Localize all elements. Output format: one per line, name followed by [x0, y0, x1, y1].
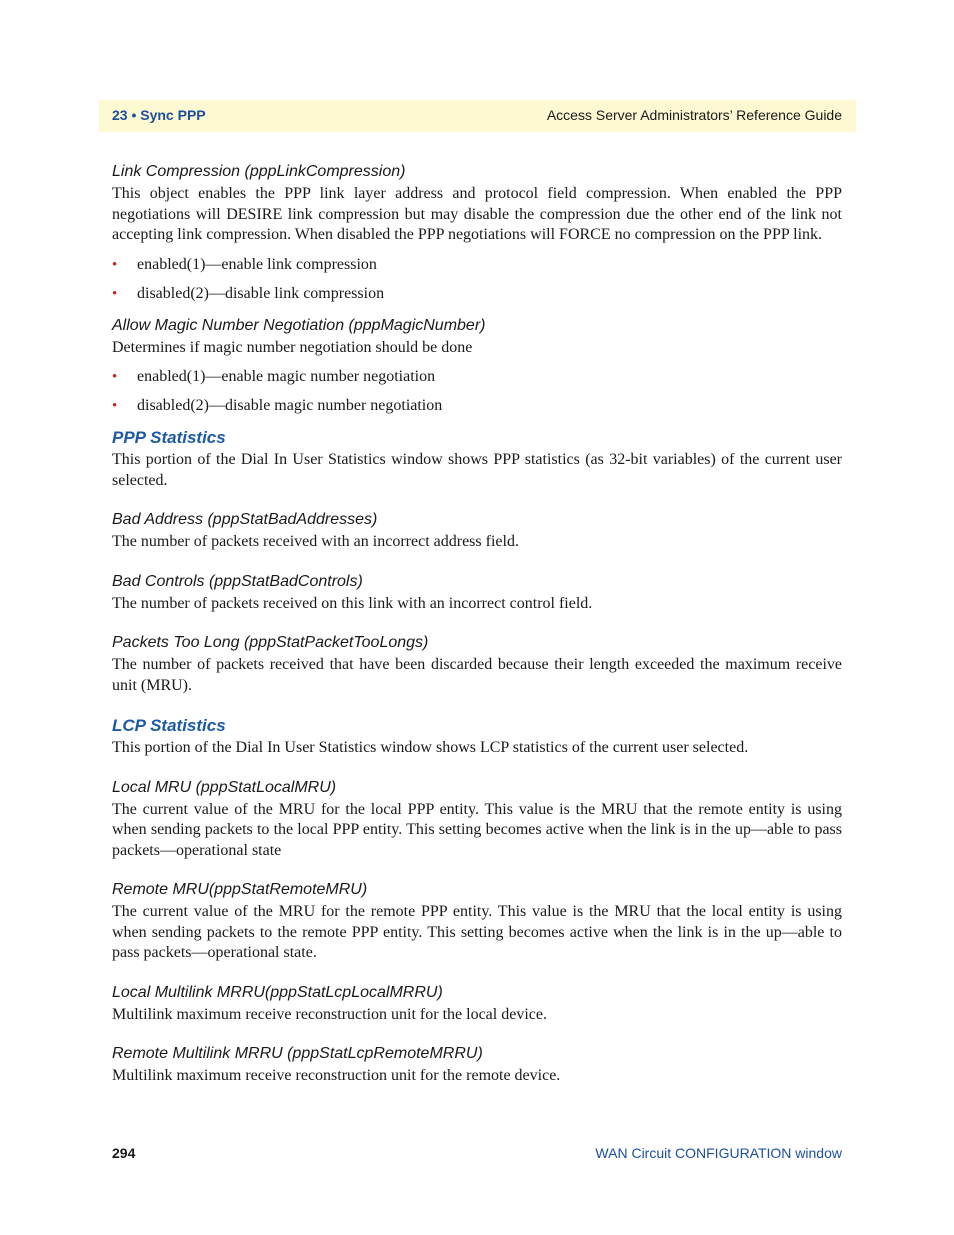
paragraph-local-mrru: Multilink maximum receive reconstruction unit for the local device.	[112, 1005, 547, 1023]
section-remote-mru	[112, 880, 842, 964]
bullet-icon: •	[112, 256, 118, 273]
heading-ppp-statistics: PPP Statistics	[112, 428, 226, 447]
paragraph-magic-number: Determines if magic number negotiation should be done	[112, 338, 473, 356]
list-item-text: disabled(2)—disable link compression	[137, 284, 385, 302]
heading-lcp-statistics: LCP Statistics	[112, 716, 226, 735]
subheading-packets-too-long: Packets Too Long (pppStatPacketTooLongs)	[112, 634, 429, 651]
subheading-magic-number: Allow Magic Number Negotiation (pppMagicNumber)	[112, 316, 486, 334]
footer-section-title: WAN Circuit CONFIGURATION window	[595, 1145, 842, 1161]
list-item	[112, 367, 842, 387]
subheading-bad-controls: Bad Controls (pppStatBadControls)	[112, 572, 363, 590]
section-local-mrru	[112, 983, 842, 1026]
bullet-icon: •	[112, 398, 118, 414]
page-number: 294	[112, 1145, 136, 1161]
section-local-mru	[112, 778, 842, 862]
subheading-bad-address: Bad Address (pppStatBadAddresses)	[112, 511, 378, 528]
subheading-local-mrru: Local Multilink MRRU(pppStatLcpLocalMRRU)	[112, 983, 443, 1001]
paragraph-ppp-statistics: This portion of the Dial In User Statistics window shows PPP statistics (as 32-bit variables) of the current user selected.	[112, 451, 842, 489]
page-header	[99, 100, 856, 132]
subheading-remote-mru: Remote MRU(pppStatRemoteMRU)	[112, 881, 368, 898]
subheading-remote-mrru: Remote Multilink MRRU (pppStatLcpRemoteMRRU)	[112, 1045, 483, 1062]
section-link-compression	[112, 162, 842, 304]
list-item-text: enabled(1)—enable magic number negotiation	[137, 368, 436, 385]
list-item-text: enabled(1)—enable link compression	[137, 255, 377, 273]
section-remote-mrru	[112, 1044, 842, 1087]
section-bad-controls	[112, 572, 842, 615]
section-ppp-statistics	[112, 427, 842, 491]
list-item	[112, 255, 842, 275]
paragraph-link-compression: This object enables the PPP link layer address and protocol field compression. When enabled the PPP negotiations will DESIRE link compression but may disable the compression due the other end of the link not accepting link compression. When disabled the PPP negotiations will FORCE no compression on the PPP link.	[112, 185, 842, 243]
paragraph-local-mru: The current value of the MRU for the local PPP entity. This value is the MRU that the remote entity is using when sending packets to the local PPP entity. This setting becomes active when the link is in the up—able to pass packets—operational state	[112, 800, 842, 859]
list-item	[112, 396, 842, 416]
section-magic-number	[112, 316, 842, 417]
bullet-icon: •	[112, 369, 118, 385]
subheading-link-compression: Link Compression (pppLinkCompression)	[112, 163, 406, 180]
paragraph-bad-address: The number of packets received with an incorrect address field.	[112, 533, 519, 550]
paragraph-packets-too-long: The number of packets received that have been discarded because their length exceeded the maximum receive unit (MRU).	[112, 656, 842, 694]
chapter-label: 23 • Sync PPP	[112, 107, 206, 123]
section-lcp-statistics	[112, 715, 842, 759]
guide-title: Access Server Administrators’ Reference Guide	[546, 107, 842, 123]
bullet-list-link-compression	[112, 255, 842, 304]
section-packets-too-long	[112, 633, 842, 696]
paragraph-lcp-statistics: This portion of the Dial In User Statistics window shows LCP statistics of the current user selected.	[112, 739, 749, 756]
paragraph-remote-mru: The current value of the MRU for the remote PPP entity. This value is the MRU that the local entity is using when sending packets to the remote PPP entity. This setting becomes active when the link is in the up—able to pass packets—operational state.	[112, 903, 842, 961]
subheading-local-mru: Local MRU (pppStatLocalMRU)	[112, 778, 337, 796]
bullet-icon: •	[112, 285, 118, 302]
list-item	[112, 284, 842, 304]
bullet-list-magic-number	[112, 367, 842, 416]
section-bad-address	[112, 510, 842, 553]
list-item-text: disabled(2)—disable magic number negotiation	[137, 397, 443, 414]
paragraph-bad-controls: The number of packets received on this link with an incorrect control field.	[112, 594, 593, 612]
page-content	[112, 162, 842, 1087]
paragraph-remote-mrru: Multilink maximum receive reconstruction unit for the remote device.	[112, 1067, 561, 1084]
